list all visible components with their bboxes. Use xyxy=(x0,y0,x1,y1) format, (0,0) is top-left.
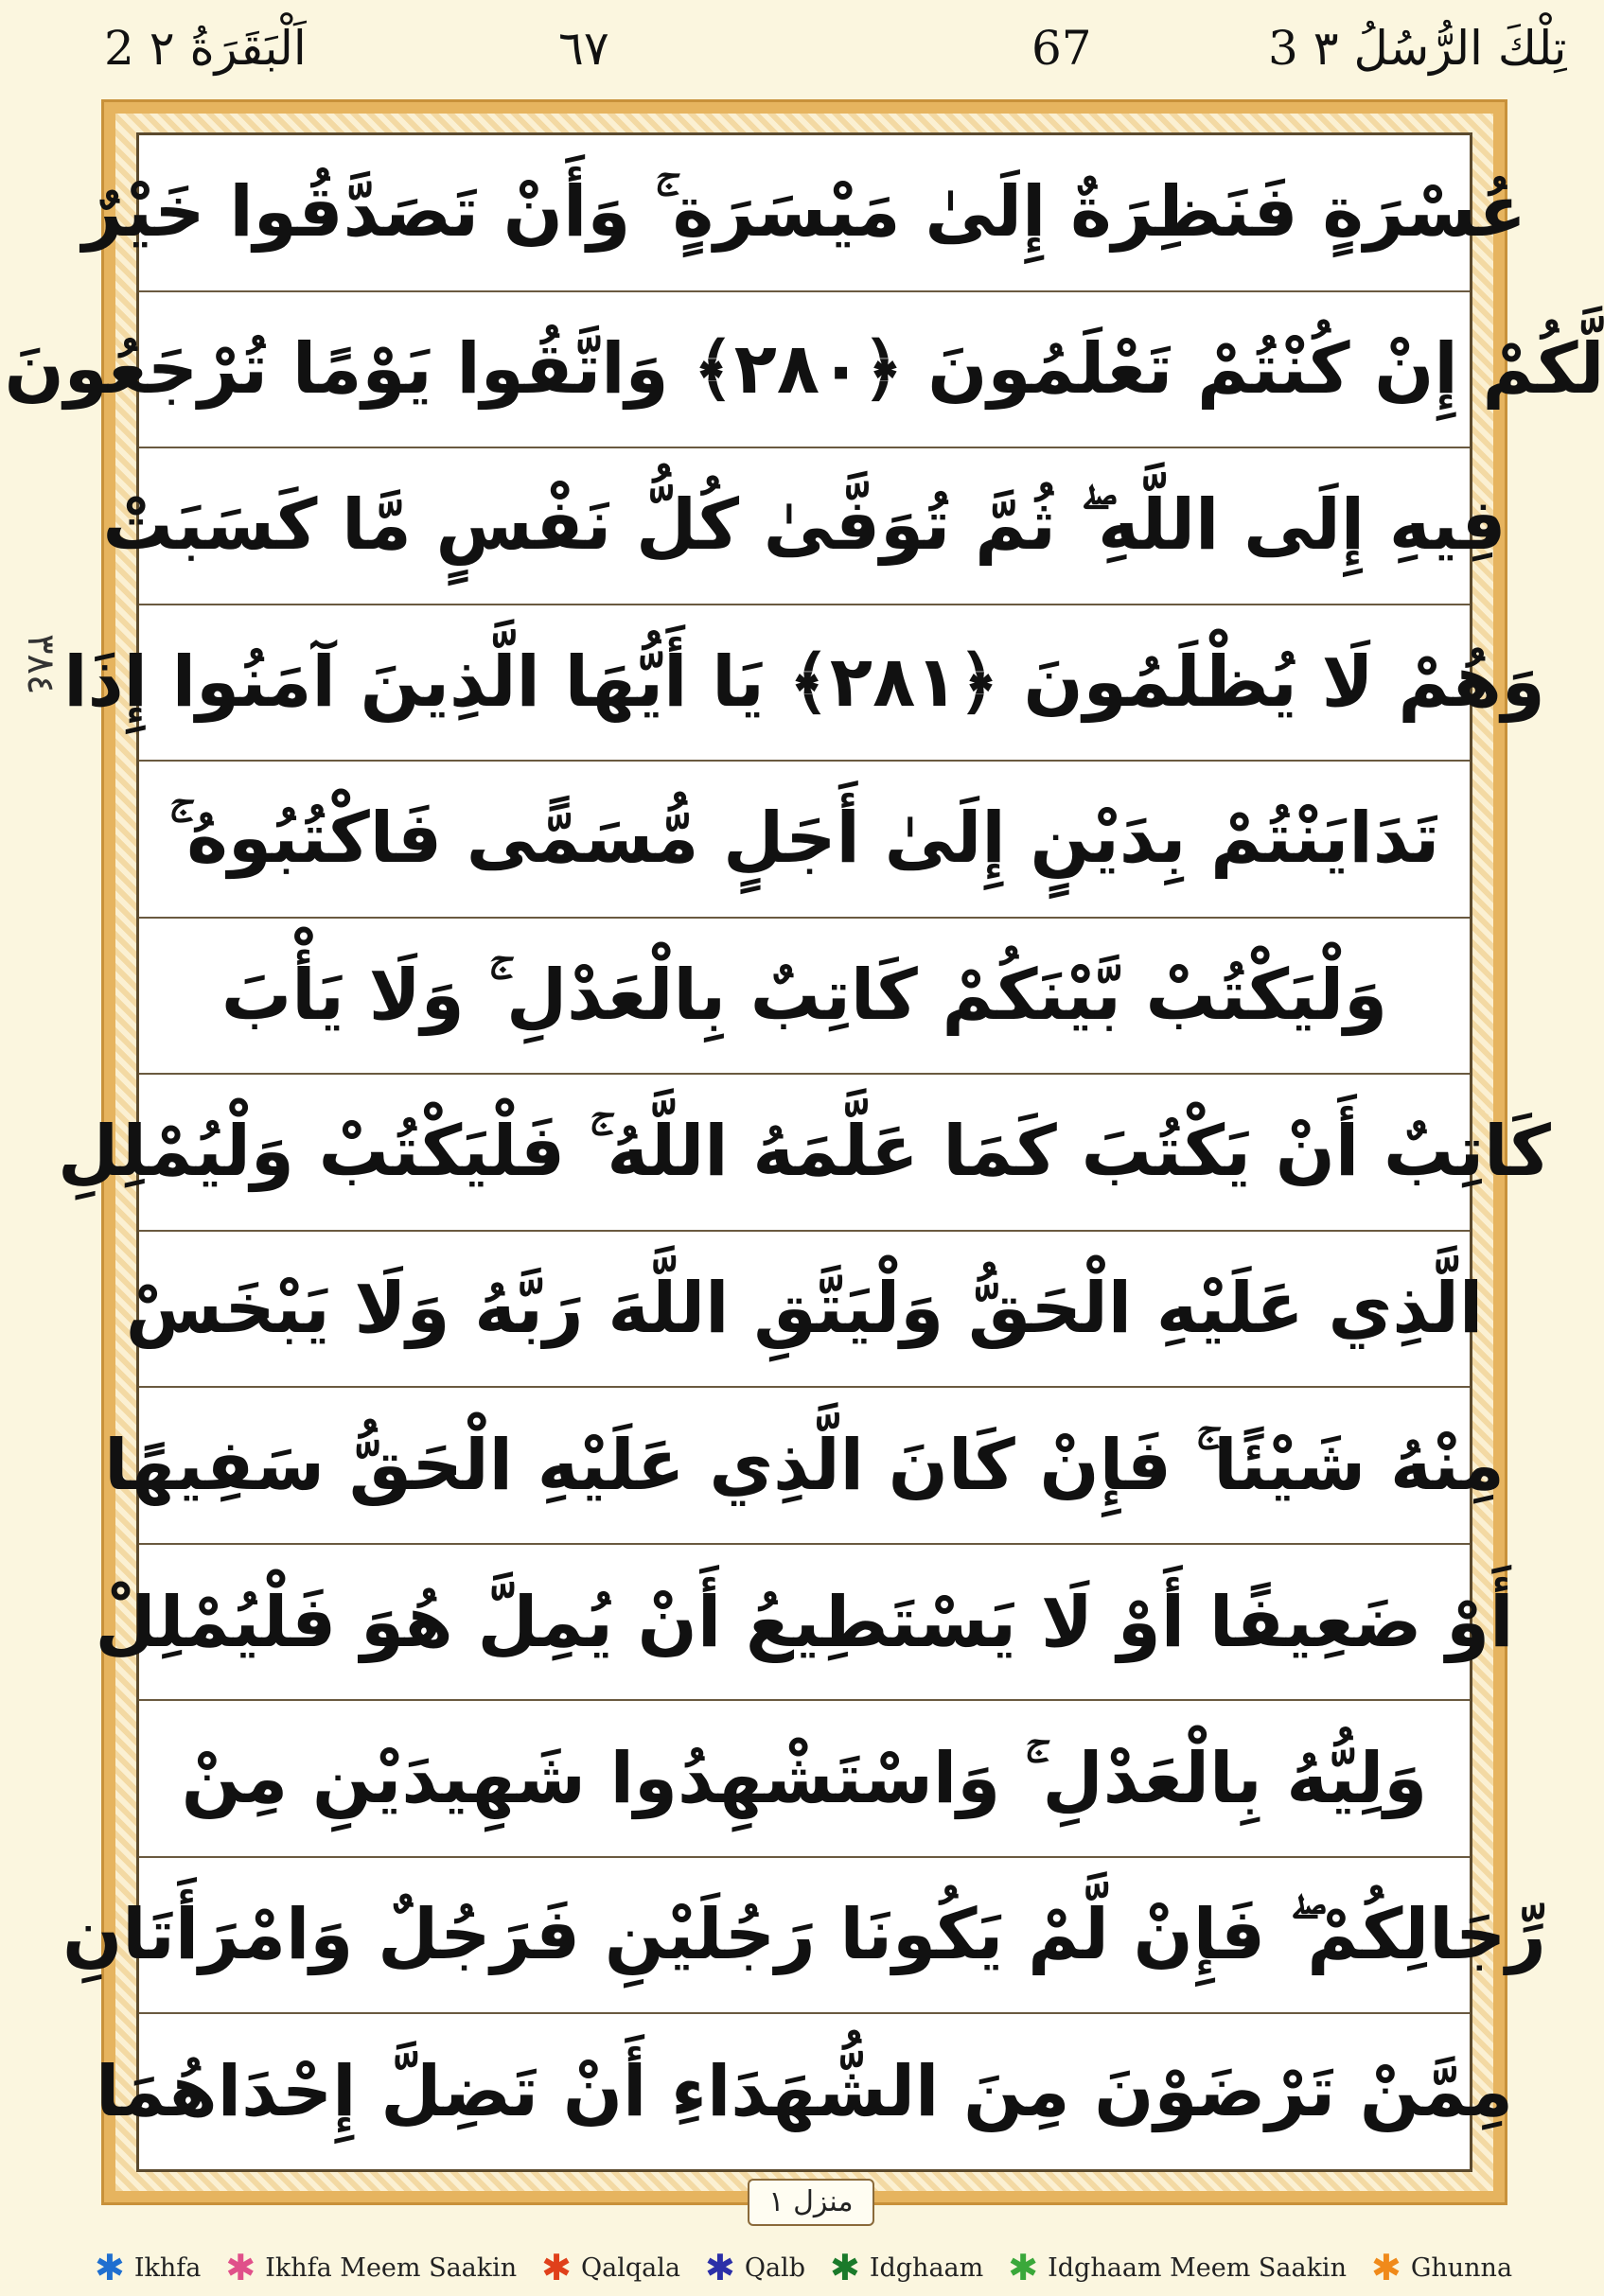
tajweed-legend xyxy=(95,2244,1514,2291)
asterisk-icon: ✱ xyxy=(1370,2247,1401,2288)
asterisk-icon: ✱ xyxy=(829,2247,860,2288)
verse-line: كَاتِبٌ أَنْ يَكْتُبَ كَمَا عَلَّمَهُ اللَّهُ ۚ فَلْيَكْتُبْ وَلْيُمْلِلِ xyxy=(139,1075,1470,1232)
legend-item xyxy=(1370,2247,1513,2288)
asterisk-icon: ✱ xyxy=(225,2247,256,2288)
legend-label: Ghunna xyxy=(1410,2252,1513,2283)
legend-label: Idghaam xyxy=(869,2252,984,2283)
legend-label: Ikhfa xyxy=(133,2252,202,2283)
verse-line: وَلِيُّهُ بِالْعَدْلِ ۚ وَاسْتَشْهِدُوا شَهِيدَيْنِ مِنْ xyxy=(139,1701,1470,1858)
legend-label: Qalb xyxy=(744,2252,805,2283)
legend-item xyxy=(1008,2247,1347,2288)
legend-item xyxy=(225,2247,518,2288)
page-number: 67 xyxy=(1031,21,1092,76)
arabic-page-number: ٦٧ xyxy=(558,21,609,76)
juz-name: 3 تِلْكَ الرُّسُلُ ٣ xyxy=(1268,21,1567,76)
verse-line: تَدَايَنْتُمْ بِدَيْنٍ إِلَىٰ أَجَلٍ مُّسَمًّى فَاكْتُبُوهُ ۚ xyxy=(139,762,1470,919)
legend-item xyxy=(95,2247,202,2288)
verse-line: لَّكُمْ إِنْ كُنْتُمْ تَعْلَمُونَ ﴿٢٨٠﴾ وَاتَّقُوا يَوْمًا تُرْجَعُونَ xyxy=(139,292,1470,449)
verse-line: رِّجَالِكُمْ ۖ فَإِنْ لَّمْ يَكُونَا رَجُلَيْنِ فَرَجُلٌ وَامْرَأَتَانِ xyxy=(139,1858,1470,2015)
surah-name: 2 اَلْبَقَرَةُ ٢ xyxy=(104,21,307,76)
verse-line: وَلْيَكْتُبْ بَّيْنَكُمْ كَاتِبٌ بِالْعَدْلِ ۚ وَلَا يَأْبَ xyxy=(139,919,1470,1076)
legend-item xyxy=(541,2247,680,2288)
legend-item xyxy=(704,2247,805,2288)
asterisk-icon: ✱ xyxy=(95,2247,125,2288)
legend-item xyxy=(829,2247,984,2288)
asterisk-icon: ✱ xyxy=(1008,2247,1039,2288)
legend-label: Idghaam Meem Saakin xyxy=(1048,2252,1347,2283)
verse-line: عُسْرَةٍ فَنَظِرَةٌ إِلَىٰ مَيْسَرَةٍ ۚ وَأَنْ تَصَدَّقُوا خَيْرٌ xyxy=(139,135,1470,292)
verse-line: مِمَّنْ تَرْضَوْنَ مِنَ الشُّهَدَاءِ أَنْ تَضِلَّ إِحْدَاهُمَا xyxy=(96,2051,1513,2133)
verse-line: الَّذِي عَلَيْهِ الْحَقُّ وَلْيَتَّقِ اللَّهَ رَبَّهُ وَلَا يَبْخَسْ xyxy=(139,1232,1470,1389)
page-header xyxy=(0,0,1602,95)
verse-line: مِنْهُ شَيْئًا ۚ فَإِنْ كَانَ الَّذِي عَلَيْهِ الْحَقُّ سَفِيهًا xyxy=(139,1388,1470,1545)
asterisk-icon: ✱ xyxy=(704,2247,735,2288)
verse-line: فِيهِ إِلَى اللَّهِ ۖ ثُمَّ تُوَفَّىٰ كُلُّ نَفْسٍ مَّا كَسَبَتْ xyxy=(139,448,1470,605)
ruku-marker: ٣٨٤ xyxy=(19,634,62,695)
asterisk-icon: ✱ xyxy=(541,2247,572,2288)
legend-label: Qalqala xyxy=(581,2252,680,2283)
legend-label: Ikhfa Meem Saakin xyxy=(265,2252,518,2283)
verse-line: أَوْ ضَعِيفًا أَوْ لَا يَسْتَطِيعُ أَنْ يُمِلَّ هُوَ فَلْيُمْلِلْ xyxy=(139,1545,1470,1702)
verse-line: وَهُمْ لَا يُظْلَمُونَ ﴿٢٨١﴾ يَا أَيُّهَا الَّذِينَ آمَنُوا إِذَا xyxy=(139,605,1470,762)
manzil-label: منزل ١ xyxy=(748,2179,874,2226)
